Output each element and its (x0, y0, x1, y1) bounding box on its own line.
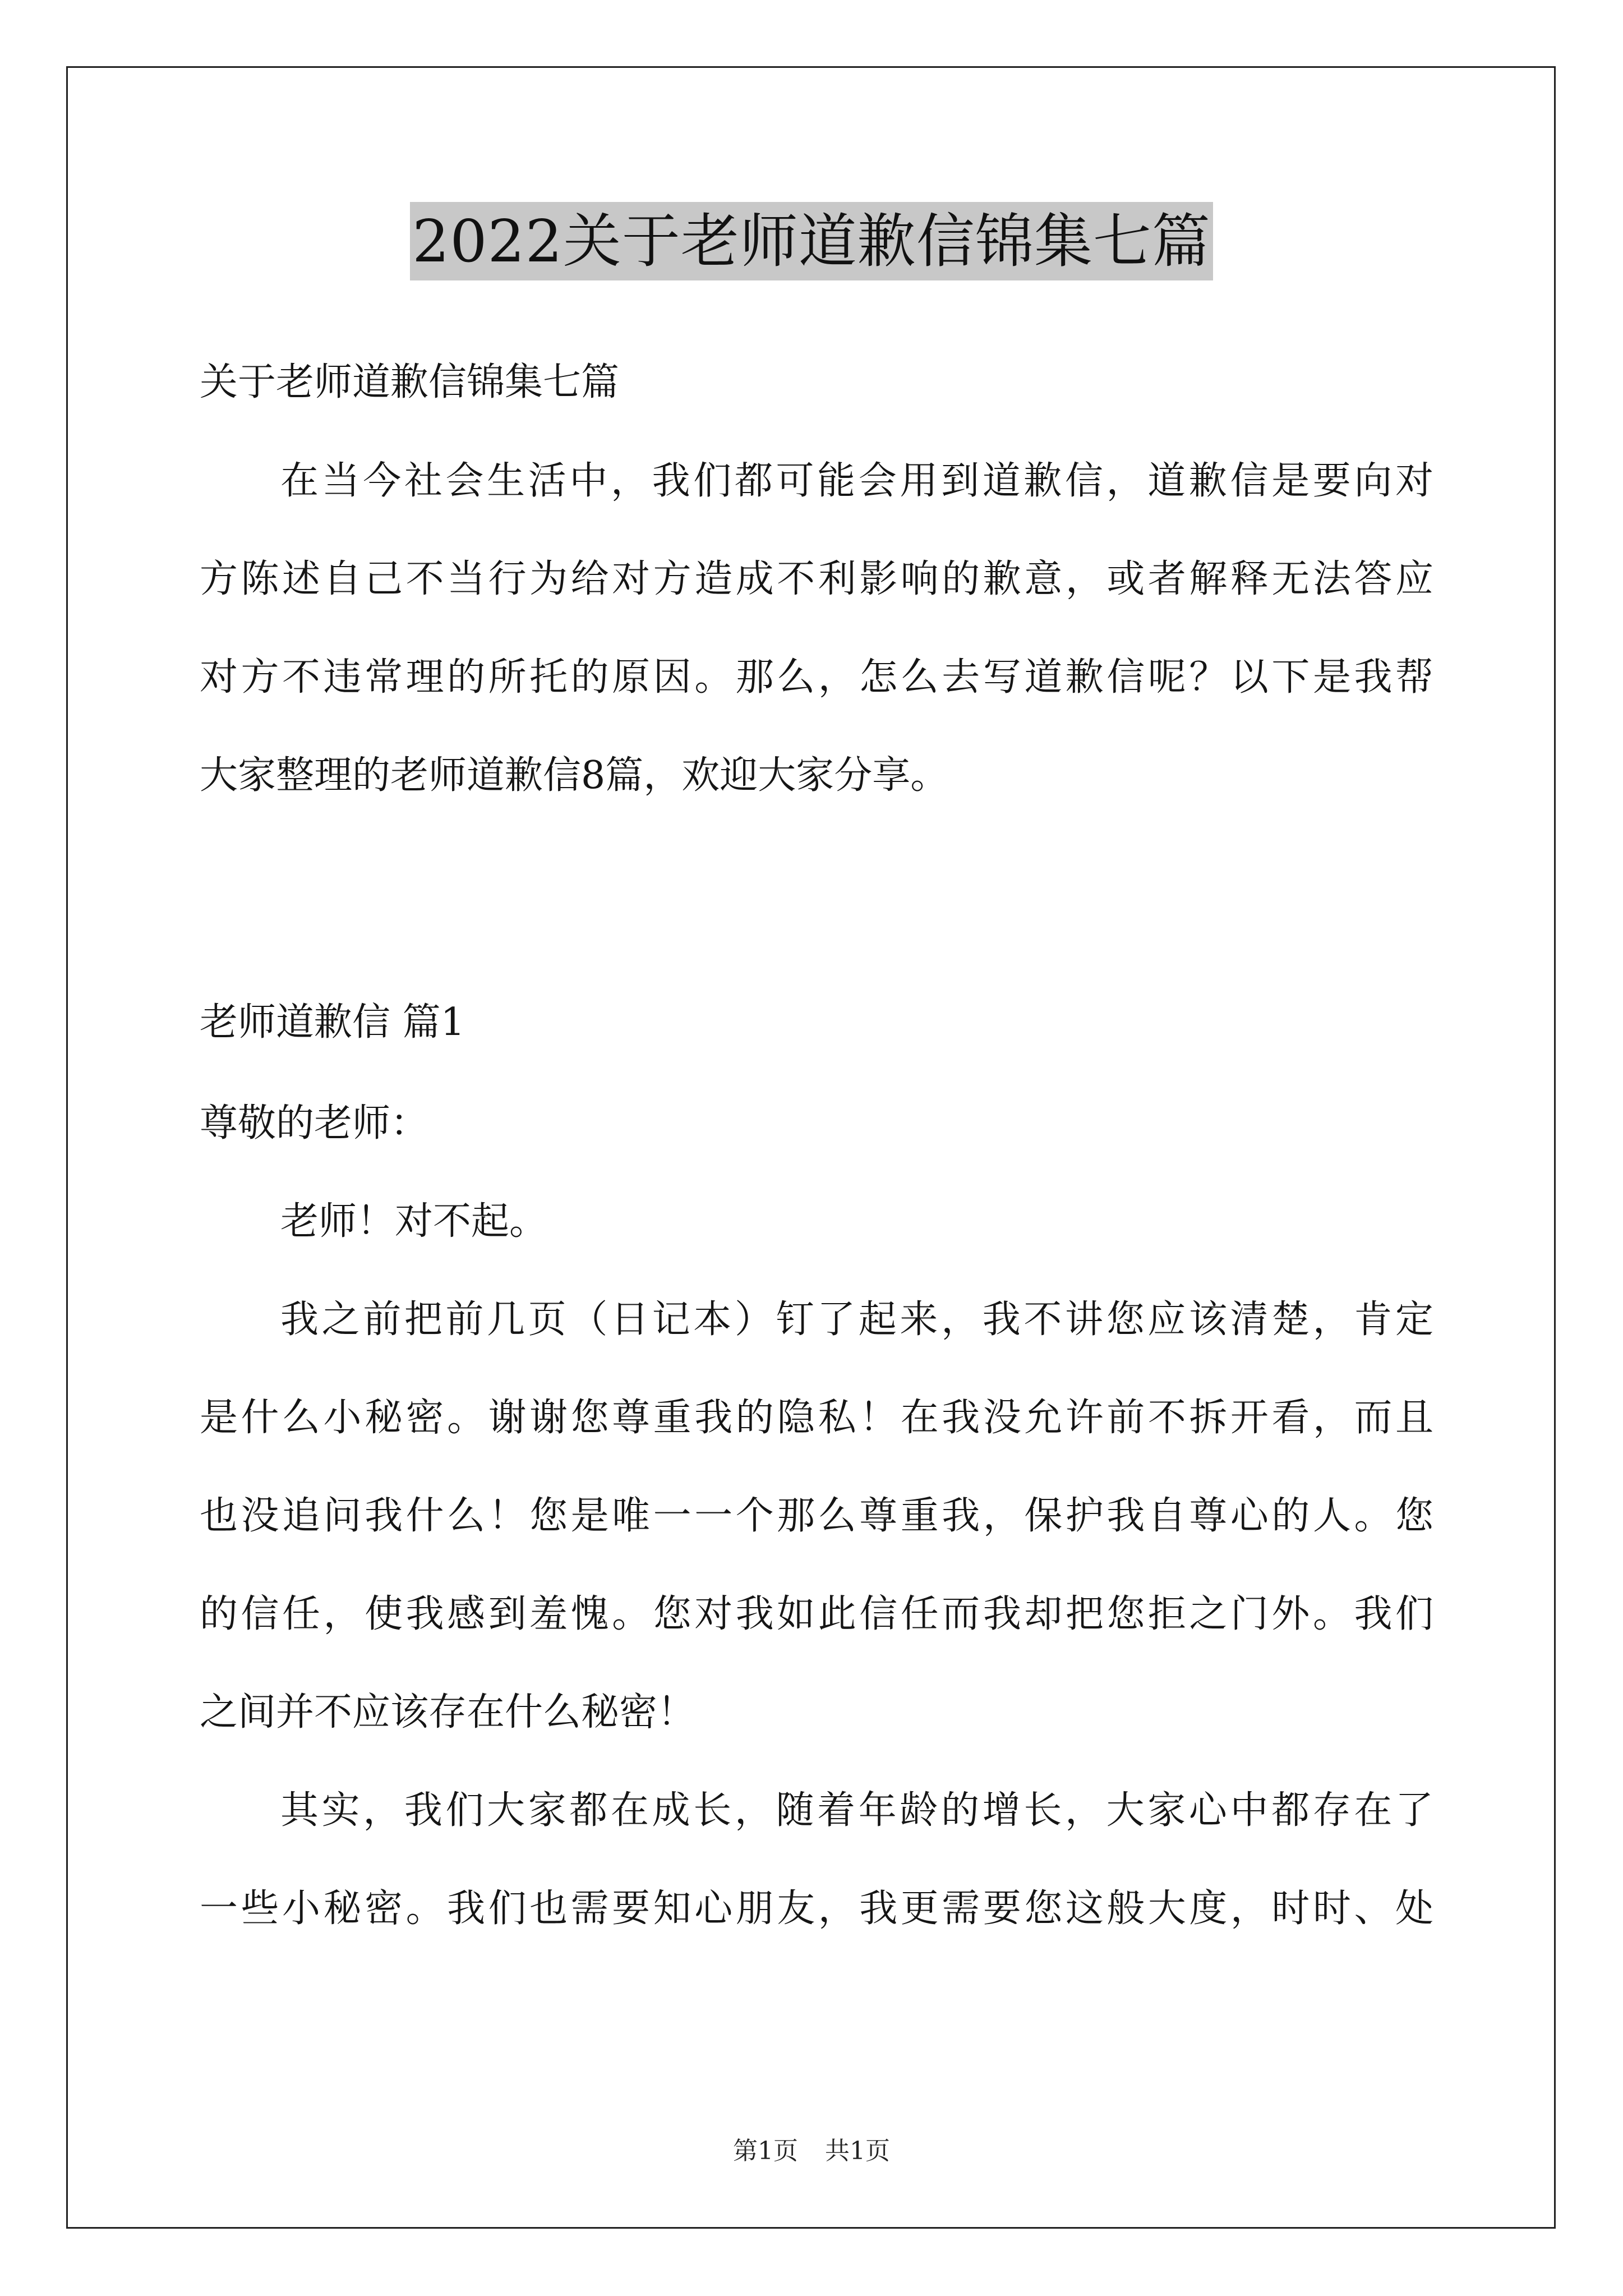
page-number-total: 共1页 (825, 2137, 890, 2165)
paragraph2-line-1: 其实，我们大家都在成长，随着年龄的增长，大家心中都存在了 (280, 1788, 1433, 1833)
intro-line-2: 方陈述自己不当行为给对方造成不利影响的歉意，或者解释无法答应 (200, 557, 1433, 601)
opening-line: 老师！对不起。 (280, 1199, 548, 1244)
paragraph1-line-4: 的信任，使我感到羞愧。您对我如此信任而我却把您拒之门外。我们 (200, 1592, 1433, 1636)
intro-line-1: 在当今社会生活中，我们都可能会用到道歉信，道歉信是要向对 (280, 459, 1433, 503)
paragraph1-line-1: 我之前把前几页（日记本）钉了起来，我不讲您应该清楚，肯定 (280, 1297, 1433, 1342)
paragraph2-line-2: 一些小秘密。我们也需要知心朋友，我更需要您这般大度，时时、处 (200, 1887, 1433, 1931)
document-subtitle: 关于老师道歉信锦集七篇 (200, 360, 620, 404)
intro-line-3: 对方不违常理的所托的原因。那么，怎么去写道歉信呢？以下是我帮 (200, 655, 1433, 700)
title-container (0, 202, 1623, 280)
page-number-current: 第1页 (733, 2137, 798, 2165)
paragraph1-line-5: 之间并不应该存在什么秘密！ (200, 1690, 696, 1734)
page-footer (0, 2134, 1623, 2168)
salutation: 尊敬的老师： (200, 1101, 429, 1145)
paragraph1-line-2: 是什么小秘密。谢谢您尊重我的隐私！在我没允许前不拆开看，而且 (200, 1396, 1433, 1440)
section-heading: 老师道歉信 篇1 (200, 1000, 465, 1045)
intro-line-4: 大家整理的老师道歉信8篇，欢迎大家分享。 (200, 753, 949, 798)
document-title: 2022关于老师道歉信锦集七篇 (410, 202, 1213, 280)
paragraph1-line-3: 也没追问我什么！您是唯一一个那么尊重我，保护我自尊心的人。您 (200, 1494, 1433, 1538)
